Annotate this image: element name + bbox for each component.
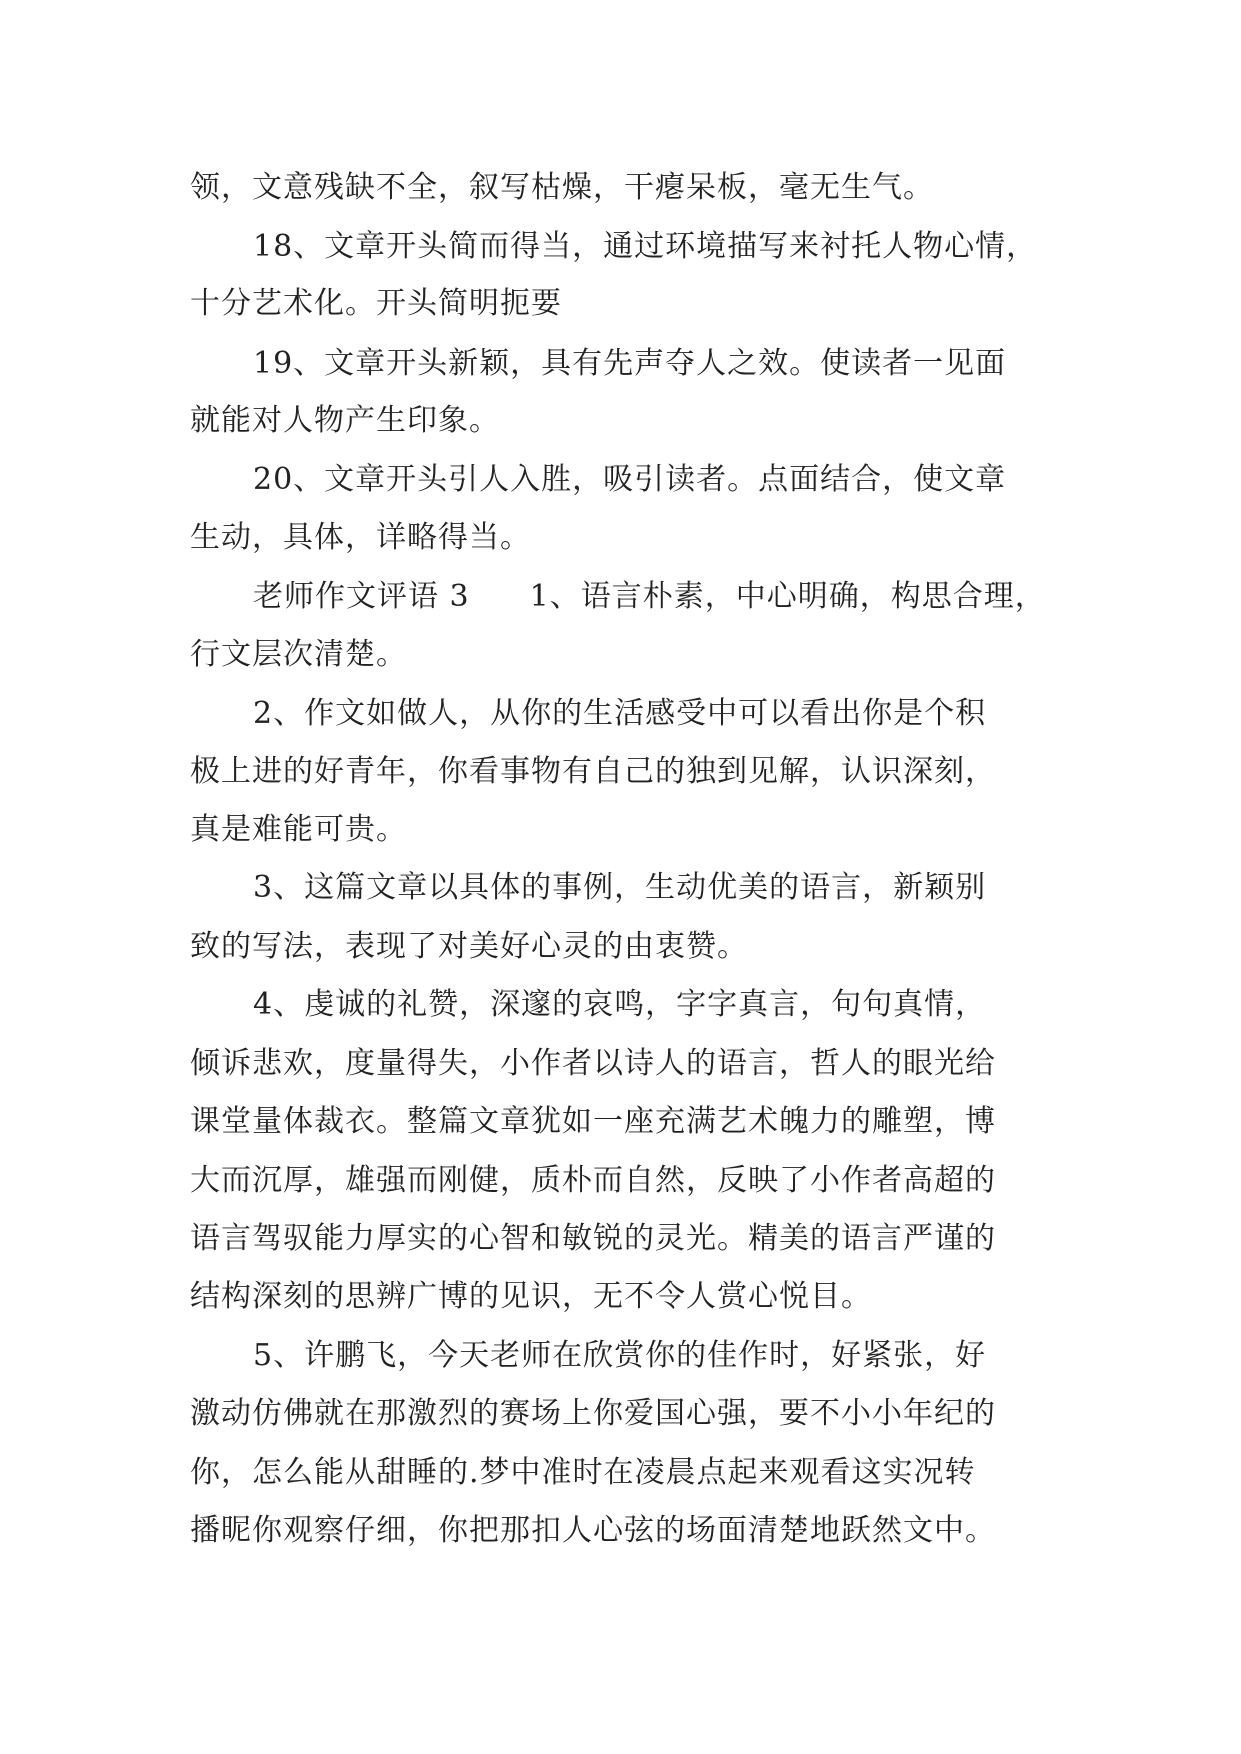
text-line: 领，文意残缺不全，叙写枯燥，干瘪呆板，毫无生气。 xyxy=(190,170,934,205)
text-line: 结构深刻的思辨广博的见识，无不令人赏心悦目。 xyxy=(190,1279,872,1314)
text-line: 十分艺术化。开头简明扼要 xyxy=(190,286,562,321)
text-line: 大而沉厚，雄强而刚健，质朴而自然，反映了小作者高超的 xyxy=(190,1163,996,1198)
section-heading-line xyxy=(253,577,1046,617)
text-line: 激动仿佛就在那激烈的赛场上你爱国心强，要不小小年纪的 xyxy=(190,1396,996,1431)
text-line: 5、许鹏飞，今天老师在欣赏你的佳作时，好紧张，好 xyxy=(253,1338,987,1373)
text-line: 致的写法，表现了对美好心灵的由衷赞。 xyxy=(190,929,748,964)
text-line: 课堂量体裁衣。整篇文章犹如一座充满艺术魄力的雕塑，博 xyxy=(190,1104,996,1139)
text-line: 倾诉悲欢，度量得失，小作者以诗人的语言，哲人的眼光给 xyxy=(190,1046,996,1081)
text-line: 真是难能可贵。 xyxy=(190,812,407,847)
text-line: 18、文章开头简而得当，通过环境描写来衬托人物心情， xyxy=(253,229,1038,264)
text-line: 2、作文如做人，从你的生活感受中可以看出你是个积 xyxy=(253,696,987,731)
text-line: 播昵你观察仔细，你把那扣人心弦的场面清楚地跃然文中。 xyxy=(190,1513,996,1548)
text-line: 就能对人物产生印象。 xyxy=(190,403,500,438)
text-line: 19、文章开头新颖，具有先声夺人之效。使读者一见面 xyxy=(253,346,1007,381)
text-line: 20、文章开头引人入胜，吸引读者。点面结合，使文章 xyxy=(253,462,1007,497)
text-line: 生动，具体，详略得当。 xyxy=(190,520,531,555)
text-line: 3、这篇文章以具体的事例，生动优美的语言，新颖别 xyxy=(253,870,987,905)
text-line: 行文层次清楚。 xyxy=(190,637,407,672)
text-line: 1、语言朴素，中心明确，构思合理， xyxy=(529,579,1046,614)
text-line: 你，怎么能从甜睡的.梦中准时在凌晨点起来观看这实况转 xyxy=(190,1455,976,1490)
text-line: 语言驾驭能力厚实的心智和敏锐的灵光。精美的语言严谨的 xyxy=(190,1221,996,1256)
text-line: 4、虔诚的礼赞，深邃的哀鸣，字字真言，句句真情， xyxy=(253,987,987,1022)
text-line: 极上进的好青年，你看事物有自己的独到见解，认识深刻， xyxy=(190,754,996,789)
section-heading: 老师作文评语 3 xyxy=(253,579,470,614)
